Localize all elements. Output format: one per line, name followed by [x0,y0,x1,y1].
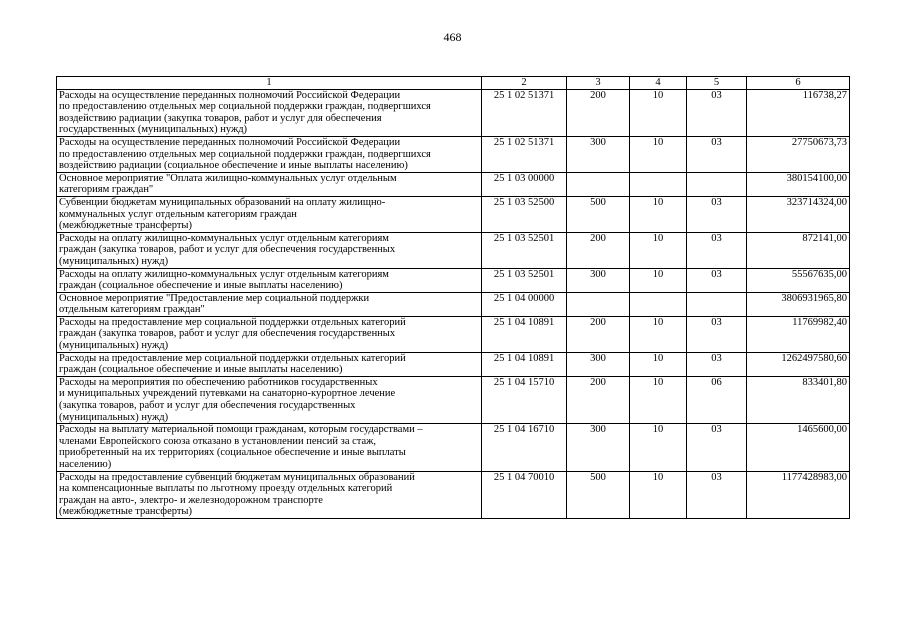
subsection-cell: 03 [687,196,747,232]
section-cell: 10 [630,232,687,268]
description-cell: Расходы на предоставление субвенций бюджетам муниципальных образований на компенсационные выплаты по льготному проезду отдельных категорий граждан на авто-, электро- и железнодорожном транспорте (межбюджетные трансферты) [57,471,482,518]
subsection-cell: 03 [687,232,747,268]
expense-type-cell: 500 [567,471,630,518]
subsection-cell: 03 [687,316,747,352]
code-cell: 25 1 03 00000 [482,172,567,196]
subsection-cell [687,172,747,196]
description-cell: Расходы на выплату материальной помощи гражданам, которым государствами – членами Европейского союза отказано в установлении пенсий за стаж, приобретенный на их территориях (социальное обеспечение и иные выплаты населению) [57,424,482,471]
description-cell: Расходы на мероприятия по обеспечению работников государственных и муниципальных учреждений путевками на санаторно-курортное лечение (закупка товаров, работ и услуг для обеспечения государственных (муниципальных) нужд) [57,376,482,423]
table-row [57,292,850,316]
header-cell: 3 [567,77,630,90]
description-cell: Расходы на осуществление переданных полномочий Российской Федерации по предоставлению отдельных мер социальной поддержки граждан, подвергшихся воздействию радиации (социальное обеспечение и иные выплаты населению) [57,136,482,172]
amount-cell: 380154100,00 [747,172,850,196]
table-row [57,232,850,268]
table-row [57,136,850,172]
expense-type-cell: 200 [567,232,630,268]
code-cell: 25 1 02 51371 [482,136,567,172]
expense-type-cell: 300 [567,268,630,292]
section-cell: 10 [630,424,687,471]
amount-cell: 11769982,40 [747,316,850,352]
section-cell: 10 [630,352,687,376]
code-cell: 25 1 03 52500 [482,196,567,232]
code-cell: 25 1 03 52501 [482,232,567,268]
code-cell: 25 1 04 70010 [482,471,567,518]
subsection-cell: 03 [687,352,747,376]
amount-cell: 27750673,73 [747,136,850,172]
subsection-cell: 03 [687,136,747,172]
amount-cell: 116738,27 [747,89,850,136]
section-cell: 10 [630,136,687,172]
expense-type-cell: 200 [567,89,630,136]
code-cell: 25 1 04 16710 [482,424,567,471]
section-cell [630,292,687,316]
header-cell: 4 [630,77,687,90]
section-cell: 10 [630,89,687,136]
header-cell: 2 [482,77,567,90]
description-cell: Расходы на оплату жилищно-коммунальных услуг отдельным категориям граждан (закупка товаров, работ и услуг для обеспечения государственных (муниципальных) нужд) [57,232,482,268]
header-cell: 6 [747,77,850,90]
expense-type-cell: 300 [567,352,630,376]
header-row [57,77,850,90]
description-cell: Расходы на предоставление мер социальной поддержки отдельных категорий граждан (закупка товаров, работ и услуг для обеспечения государственных (муниципальных) нужд) [57,316,482,352]
code-cell: 25 1 02 51371 [482,89,567,136]
subsection-cell: 03 [687,268,747,292]
description-cell: Основное мероприятие "Оплата жилищно-коммунальных услуг отдельным категориям граждан" [57,172,482,196]
table-row [57,376,850,423]
amount-cell: 1177428983,00 [747,471,850,518]
amount-cell: 1465600,00 [747,424,850,471]
expense-type-cell: 300 [567,136,630,172]
expense-type-cell: 500 [567,196,630,232]
table-row [57,471,850,518]
amount-cell: 872141,00 [747,232,850,268]
amount-cell: 1262497580,60 [747,352,850,376]
description-cell: Расходы на оплату жилищно-коммунальных услуг отдельным категориям граждан (социальное обеспечение и иные выплаты населению) [57,268,482,292]
subsection-cell: 03 [687,471,747,518]
expense-type-cell: 200 [567,316,630,352]
amount-cell: 3806931965,80 [747,292,850,316]
code-cell: 25 1 04 10891 [482,316,567,352]
subsection-cell [687,292,747,316]
table-row [57,172,850,196]
amount-cell: 323714324,00 [747,196,850,232]
section-cell [630,172,687,196]
section-cell: 10 [630,196,687,232]
section-cell: 10 [630,268,687,292]
expense-type-cell [567,172,630,196]
amount-cell: 833401,80 [747,376,850,423]
description-cell: Расходы на предоставление мер социальной поддержки отдельных категорий граждан (социальное обеспечение и иные выплаты населению) [57,352,482,376]
code-cell: 25 1 03 52501 [482,268,567,292]
expense-type-cell: 300 [567,424,630,471]
table-row [57,352,850,376]
description-cell: Основное мероприятие "Предоставление мер социальной поддержки отдельным категориям граждан" [57,292,482,316]
table-row [57,316,850,352]
code-cell: 25 1 04 00000 [482,292,567,316]
expense-type-cell [567,292,630,316]
section-cell: 10 [630,471,687,518]
table-row [57,89,850,136]
header-cell: 5 [687,77,747,90]
amount-cell: 55567635,00 [747,268,850,292]
expense-type-cell: 200 [567,376,630,423]
code-cell: 25 1 04 15710 [482,376,567,423]
code-cell: 25 1 04 10891 [482,352,567,376]
budget-table [56,76,850,519]
table-row [57,196,850,232]
section-cell: 10 [630,376,687,423]
header-cell: 1 [57,77,482,90]
section-cell: 10 [630,316,687,352]
subsection-cell: 03 [687,89,747,136]
table-row [57,268,850,292]
page-number: 468 [443,30,462,44]
description-cell: Расходы на осуществление переданных полномочий Российской Федерации по предоставлению отдельных мер социальной поддержки граждан, подвергшихся воздействию радиации (закупка товаров, работ и услуг для обеспечения государственных (муниципальных) нужд) [57,89,482,136]
description-cell: Субвенции бюджетам муниципальных образований на оплату жилищно- коммунальных услуг отдельным категориям граждан (межбюджетные трансферты) [57,196,482,232]
subsection-cell: 03 [687,424,747,471]
subsection-cell: 06 [687,376,747,423]
table-row [57,424,850,471]
